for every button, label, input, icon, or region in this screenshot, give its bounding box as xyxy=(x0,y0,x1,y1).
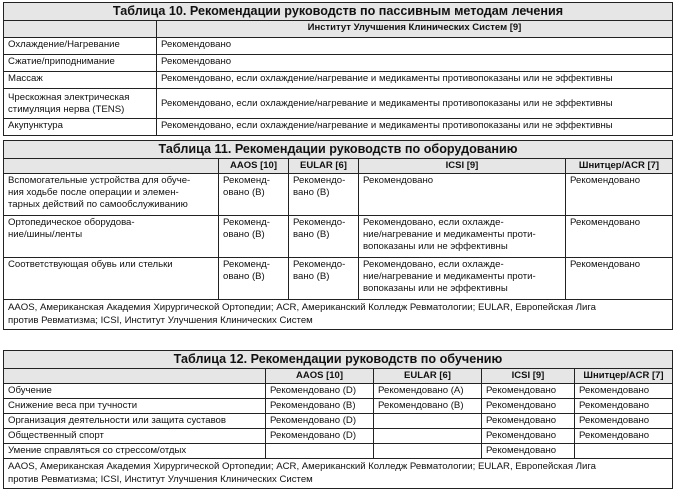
table-12-header-blank xyxy=(4,369,266,384)
cell-line: Рекомендовано xyxy=(363,175,434,186)
table-12-title: Таблица 12. Рекомендации руководств по обучению xyxy=(4,351,673,369)
acr-cell: Рекомендовано xyxy=(575,399,673,414)
item-cell: Умение справляться со стрессом/отдых xyxy=(4,444,266,459)
aaos-cell xyxy=(266,444,374,459)
cell-line: ния ходьбе после операции и элемен- xyxy=(8,187,179,198)
table-row xyxy=(4,38,673,55)
recommendation-cell: Рекомендовано xyxy=(157,38,673,55)
cell-line: овано (B) xyxy=(223,271,265,282)
cell-line: Рекомендовано, если охлажде- xyxy=(363,259,504,270)
item-cell xyxy=(4,258,219,300)
cell-line: вопоказаны или не эффективны xyxy=(363,283,508,294)
footnote-line: AAOS, Американская Академия Хирургической Ортопедии; ACR, Американский Колледж Ревматологии; EULAR, Европейская Лига xyxy=(8,461,597,472)
method-cell: Охлаждение/Нагревание xyxy=(4,38,157,55)
icsi-cell: Рекомендовано xyxy=(482,429,575,444)
table-10-column-header: Институт Улучшения Клинических Систем [9] xyxy=(157,21,673,38)
aaos-cell: Рекомендовано (D) xyxy=(266,414,374,429)
table-row xyxy=(4,72,673,89)
cell-line: ние/нагревание и медикаменты проти- xyxy=(363,271,536,282)
eular-cell xyxy=(289,174,359,216)
table-row xyxy=(4,55,673,72)
table-10 xyxy=(3,2,673,136)
recommendation-cell: Рекомендовано xyxy=(157,55,673,72)
cell-line: вано (B) xyxy=(293,187,330,198)
cell-line: овано (B) xyxy=(223,187,265,198)
table-row xyxy=(4,89,673,119)
method-cell: Массаж xyxy=(4,72,157,89)
footnote-line: против Ревматизма; ICSI, Институт Улучшения Клинических Систем xyxy=(8,473,313,485)
aaos-cell xyxy=(219,258,289,300)
acr-cell: Рекомендовано xyxy=(566,216,673,258)
cell-line: овано (B) xyxy=(223,229,265,240)
icsi-cell: Рекомендовано xyxy=(482,414,575,429)
item-cell: Обучение xyxy=(4,384,266,399)
table-10-title: Таблица 10. Рекомендации руководств по пассивным методам лечения xyxy=(4,3,673,21)
table-row xyxy=(4,174,673,216)
cell-line: вано (B) xyxy=(293,229,330,240)
cell-line: вано (B) xyxy=(293,271,330,282)
icsi-cell: Рекомендовано xyxy=(482,444,575,459)
table-row xyxy=(4,444,673,459)
table-row xyxy=(4,216,673,258)
aaos-cell xyxy=(219,216,289,258)
column-header-acr: Шнитцер/ACR [7] xyxy=(566,159,673,174)
method-line: стимуляция нерва (TENS) xyxy=(8,103,125,115)
footnote-line: AAOS, Американская Академия Хирургической Ортопедии; ACR, Американский Колледж Ревматологии; EULAR, Европейская Лига xyxy=(8,302,597,313)
method-cell: Сжатие/приподнимание xyxy=(4,55,157,72)
eular-cell: Рекомендовано (B) xyxy=(374,399,482,414)
acr-cell xyxy=(575,444,673,459)
acr-cell: Рекомендовано xyxy=(575,429,673,444)
cell-line: Ортопедическое оборудова- xyxy=(8,217,135,228)
table-11-footnote xyxy=(4,300,673,330)
aaos-cell: Рекомендовано (D) xyxy=(266,384,374,399)
table-11-header-blank xyxy=(4,159,219,174)
icsi-cell xyxy=(359,174,566,216)
cell-line: вопоказаны или не эффективны xyxy=(363,241,508,252)
item-cell: Организация деятельности или защита суставов xyxy=(4,414,266,429)
column-header-eular: EULAR [6] xyxy=(374,369,482,384)
cell-line: тарных действий по самообслуживанию xyxy=(8,199,188,210)
eular-cell xyxy=(289,216,359,258)
column-header-icsi: ICSI [9] xyxy=(482,369,575,384)
item-cell xyxy=(4,216,219,258)
table-11-title: Таблица 11. Рекомендации руководств по оборудованию xyxy=(4,141,673,159)
eular-cell xyxy=(374,444,482,459)
cell-line: Рекоменд- xyxy=(223,259,270,270)
column-header-icsi: ICSI [9] xyxy=(359,159,566,174)
table-12-footnote xyxy=(4,459,673,489)
method-cell xyxy=(4,89,157,119)
item-cell: Снижение веса при тучности xyxy=(4,399,266,414)
aaos-cell xyxy=(219,174,289,216)
cell-line: Рекомендо- xyxy=(293,175,346,186)
table-row xyxy=(4,384,673,399)
cell-line: ние/нагревание и медикаменты проти- xyxy=(363,229,536,240)
table-11 xyxy=(3,140,673,330)
item-cell: Общественный спорт xyxy=(4,429,266,444)
column-header-acr: Шнитцер/ACR [7] xyxy=(575,369,673,384)
recommendation-cell: Рекомендовано, если охлаждение/нагревание и медикаменты противопоказаны или не эффективны xyxy=(157,119,673,136)
icsi-cell: Рекомендовано xyxy=(482,384,575,399)
cell-line: Рекомендовано, если охлажде- xyxy=(363,217,504,228)
table-row xyxy=(4,258,673,300)
cell-line: Рекомендо- xyxy=(293,259,346,270)
icsi-cell xyxy=(359,216,566,258)
cell-line: Соответствующая обувь или стельки xyxy=(8,259,173,270)
icsi-cell: Рекомендовано xyxy=(482,399,575,414)
table-row xyxy=(4,399,673,414)
acr-cell: Рекомендовано xyxy=(575,414,673,429)
method-cell: Акупунктура xyxy=(4,119,157,136)
cell-line: Рекоменд- xyxy=(223,217,270,228)
recommendation-cell: Рекомендовано, если охлаждение/нагревание и медикаменты противопоказаны или не эффективны xyxy=(157,89,673,119)
cell-line: ние/шины/ленты xyxy=(8,229,83,240)
eular-cell xyxy=(289,258,359,300)
eular-cell: Рекомендовано (A) xyxy=(374,384,482,399)
acr-cell: Рекомендовано xyxy=(566,258,673,300)
table-row xyxy=(4,414,673,429)
column-header-eular: EULAR [6] xyxy=(289,159,359,174)
cell-line: Вспомогательные устройства для обуче- xyxy=(8,175,191,186)
table-row xyxy=(4,119,673,136)
column-header-aaos: AAOS [10] xyxy=(219,159,289,174)
icsi-cell xyxy=(359,258,566,300)
cell-line: Рекоменд- xyxy=(223,175,270,186)
table-12 xyxy=(3,350,673,489)
recommendation-cell: Рекомендовано, если охлаждение/нагревание и медикаменты противопоказаны или не эффективны xyxy=(157,72,673,89)
table-10-header-blank xyxy=(4,21,157,38)
footnote-line: против Ревматизма; ICSI, Институт Улучшения Клинических Систем xyxy=(8,314,313,326)
aaos-cell: Рекомендовано (D) xyxy=(266,429,374,444)
item-cell xyxy=(4,174,219,216)
column-header-aaos: AAOS [10] xyxy=(266,369,374,384)
cell-line: Рекомендо- xyxy=(293,217,346,228)
aaos-cell: Рекомендовано (B) xyxy=(266,399,374,414)
method-line: Чрескожная электрическая xyxy=(8,91,130,103)
acr-cell: Рекомендовано xyxy=(566,174,673,216)
acr-cell: Рекомендовано xyxy=(575,384,673,399)
eular-cell xyxy=(374,414,482,429)
table-row xyxy=(4,429,673,444)
eular-cell xyxy=(374,429,482,444)
